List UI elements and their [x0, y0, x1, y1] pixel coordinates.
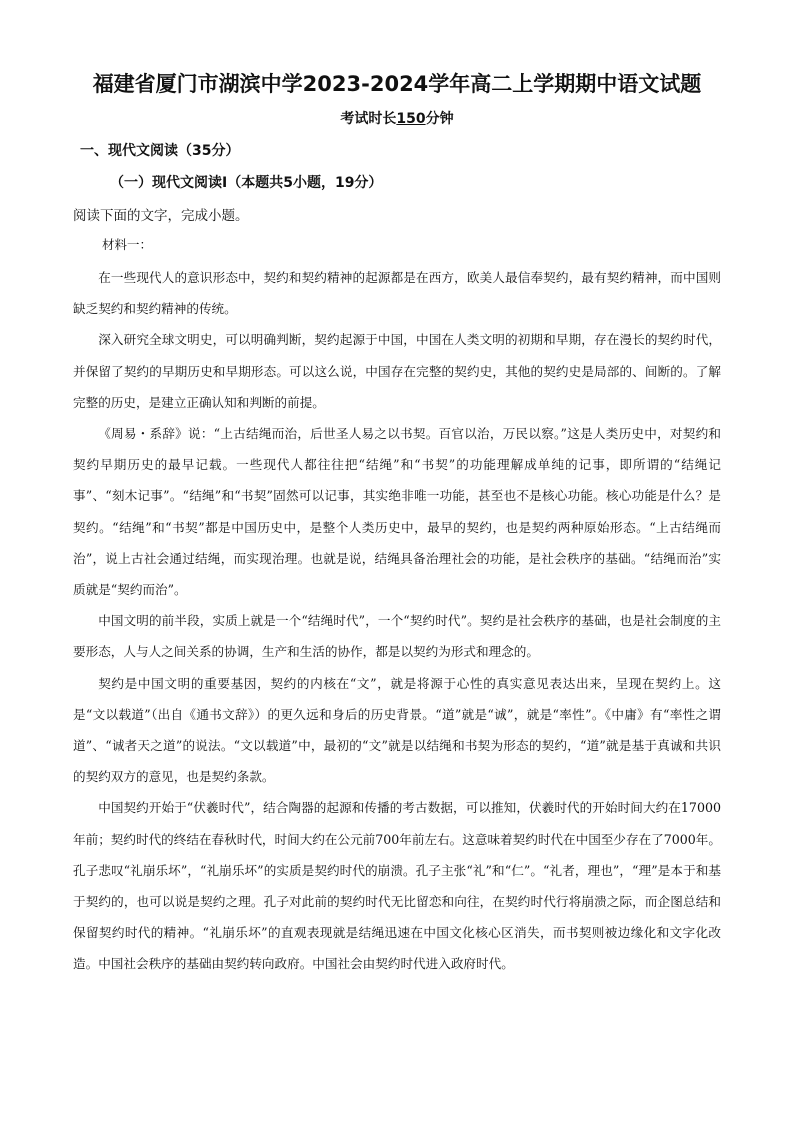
exam-duration	[0, 108, 794, 128]
duration-prefix: 考试时长	[340, 111, 397, 127]
section-heading: 一、现代文阅读（35分）	[80, 143, 240, 159]
paragraph: 《周易・系辞》说：“上古结绳而治，后世圣人易之以书契。百官以治，万民以察。”这是人类历史中，对契约和契约早期历史的最早记载。一些现代人都往往把“结绳”和“书契”的功能理解成单纯的记事，即所谓的“结绳记事”、“刻木记事”。“结绳”和“书契”固然可以记事，其实绝非唯一功能，甚至也不是核心功能。核心功能是什么？是契约。“结绳”和“书契”都是中国历史中，是整个人类历史中，最早的契约，也是契约两种原始形态。“上古结绳而治”，说上古社会通过结绳，而实现治理。也就是说，结绳具备治理社会的功能，是社会秩序的基础。“结绳而治”实质就是“契约而治”。	[73, 426, 721, 598]
paragraph: 深入研究全球文明史，可以明确判断，契约起源于中国，中国在人类文明的初期和早期，存在漫长的契约时代，并保留了契约的早期历史和早期形态。可以这么说，中国存在完整的契约史，其他的契约史是局部的、间断的。了解完整的历史，是建立正确认知和判断的前提。	[73, 332, 721, 410]
paragraph: 中国文明的前半段，实质上就是一个“结绳时代”，一个“契约时代”。契约是社会秩序的基础，也是社会制度的主要形态，人与人之间关系的协调，生产和生活的协作，都是以契约为形式和理念的。	[73, 613, 721, 660]
material-label: 材料一：	[102, 237, 153, 252]
page-title: 福建省厦门市湖滨中学2023-2024学年高二上学期期中语文试题	[92, 72, 702, 96]
paragraph: 中国契约开始于“伏羲时代”，结合陶器的起源和传播的考古数据，可以推知，伏羲时代的开始时间大约在17000年前；契约时代的终结在春秋时代，时间大约在公元前700年前左右。这意味着契约时代在中国至少存在了7000年。孔子悲叹“礼崩乐坏”，“礼崩乐坏”的实质是契约时代的崩溃。孔子主张“礼”和“仁”。“礼者，理也”，“理”是本于和基于契约的，也可以说是契约之理。孔子对此前的契约时代无比留恋和向往，在契约时代行将崩溃之际，而企图总结和保留契约时代的精神。“礼崩乐坏”的直观表现就是结绳迅速在中国文化核心区消失，而书契则被边缘化和文字化改造。中国社会秩序的基础由契约转向政府。中国社会由契约时代进入政府时代。	[73, 800, 721, 972]
duration-suffix: 分钟	[425, 111, 454, 127]
subsection-heading: （一）现代文阅读Ⅰ（本题共5小题，19分）	[110, 175, 383, 191]
reading-instruction: 阅读下面的文字，完成小题。	[73, 208, 249, 224]
material-body	[73, 262, 721, 980]
paragraph: 契约是中国文明的重要基因，契约的内核在“文”，就是将源于心性的真实意见表达出来，呈现在契约上。这是“文以载道”（出自《通书文辞》）的更久远和身后的历史背景。“道”就是“诚”，就是“率性”。《中庸》有“率性之谓道”、“诚者天之道”的说法。“文以载道”中，最初的“文”就是以结绳和书契为形态的契约，“道”就是基于真诚和共识的契约双方的意见，也是契约条款。	[73, 675, 721, 785]
paragraph: 在一些现代人的意识形态中，契约和契约精神的起源都是在西方，欧美人最信奉契约，最有契约精神，而中国则缺乏契约和契约精神的传统。	[73, 270, 721, 317]
duration-value: 150	[396, 111, 426, 127]
